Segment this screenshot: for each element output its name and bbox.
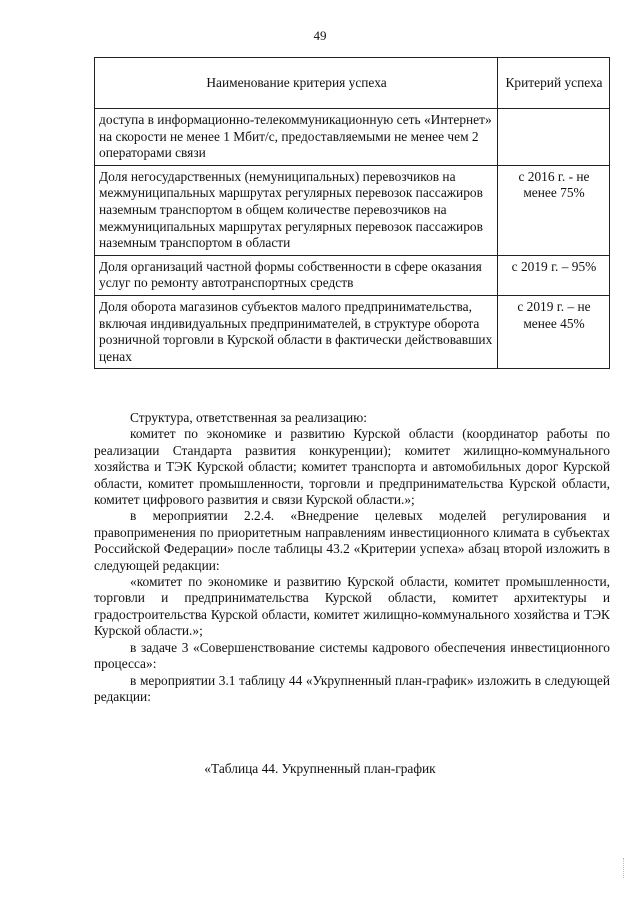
paragraph: в мероприятии 3.1 таблицу 44 «Укрупненный план-график» изложить в следующей редакции: xyxy=(94,672,610,704)
header-criterion-value: Критерий успеха xyxy=(498,58,610,109)
table-caption: «Таблица 44. Укрупненный план-график xyxy=(204,761,436,776)
criterion-value-cell: с 2019 г. – не менее 45% xyxy=(498,295,610,368)
table-row xyxy=(95,165,610,255)
document-body xyxy=(94,410,610,705)
table-row xyxy=(95,109,610,166)
page-number: 49 xyxy=(313,28,327,43)
paragraph: комитет по экономике и развитию Курской области (координатор работы по реализации Стандарта развития конкуренции); комитет жилищно-коммунального хозяйства и ТЭК Курской области; комитет транспорта и автомобильных дорог Курской области, комитет промышленности, торговли и предпринимательства Курской области, комитет цифрового развития и связи Курской области.»; xyxy=(94,426,610,508)
criterion-name-cell: доступа в информационно-телекоммуникационную сеть «Интернет» на скорости не менее 1 Мбит/с, предоставляемыми не менее чем 2 операторами связи xyxy=(95,109,498,166)
criterion-name-cell: Доля негосударственных (немуниципальных) перевозчиков на межмуниципальных маршрутах регулярных перевозок пассажиров наземным транспортом в общем количестве перевозчиков на межмуниципальных маршрутах регулярных перевозок пассажиров наземным транспортом в области xyxy=(95,165,498,255)
table-row xyxy=(95,255,610,295)
criterion-name-cell: Доля оборота магазинов субъектов малого предпринимательства, включая индивидуальных предпринимателей, в структуре оборота розничной торговли в Курской области в фактически действовавших ценах xyxy=(95,295,498,368)
paragraph: Структура, ответственная за реализацию: xyxy=(130,410,367,425)
criterion-name-cell: Доля организаций частной формы собственности в сфере оказания услуг по ремонту автотранспортных средств xyxy=(95,255,498,295)
paragraph: в задаче 3 «Совершенствование системы кадрового обеспечения инвестиционного процесса»: xyxy=(94,639,610,672)
criterion-value-cell: с 2019 г. – 95% xyxy=(498,255,610,295)
criterion-value-cell xyxy=(498,109,610,166)
header-criterion-name: Наименование критерия успеха xyxy=(95,58,498,109)
paragraph: «комитет по экономике и развитию Курской области, комитет промышленности, торговли и предпринимательства Курской области, комитет архитектуры и градостроительства Курской области, комитет жилищно-коммунального хозяйства и ТЭК Курской области.»; xyxy=(94,574,610,639)
paragraph: в мероприятии 2.2.4. «Внедрение целевых моделей регулирования и правоприменения по приоритетным направлениям инвестиционного климата в субъектах Российской Федерации» после таблицы 43.2 «Критерии успеха» абзац второй изложить в следующей редакции: xyxy=(94,508,610,573)
table-row xyxy=(95,295,610,368)
table-header-row xyxy=(95,58,610,109)
scan-edge-mark xyxy=(623,858,626,878)
criterion-value-cell: с 2016 г. - не менее 75% xyxy=(498,165,610,255)
success-criteria-table xyxy=(94,57,610,369)
